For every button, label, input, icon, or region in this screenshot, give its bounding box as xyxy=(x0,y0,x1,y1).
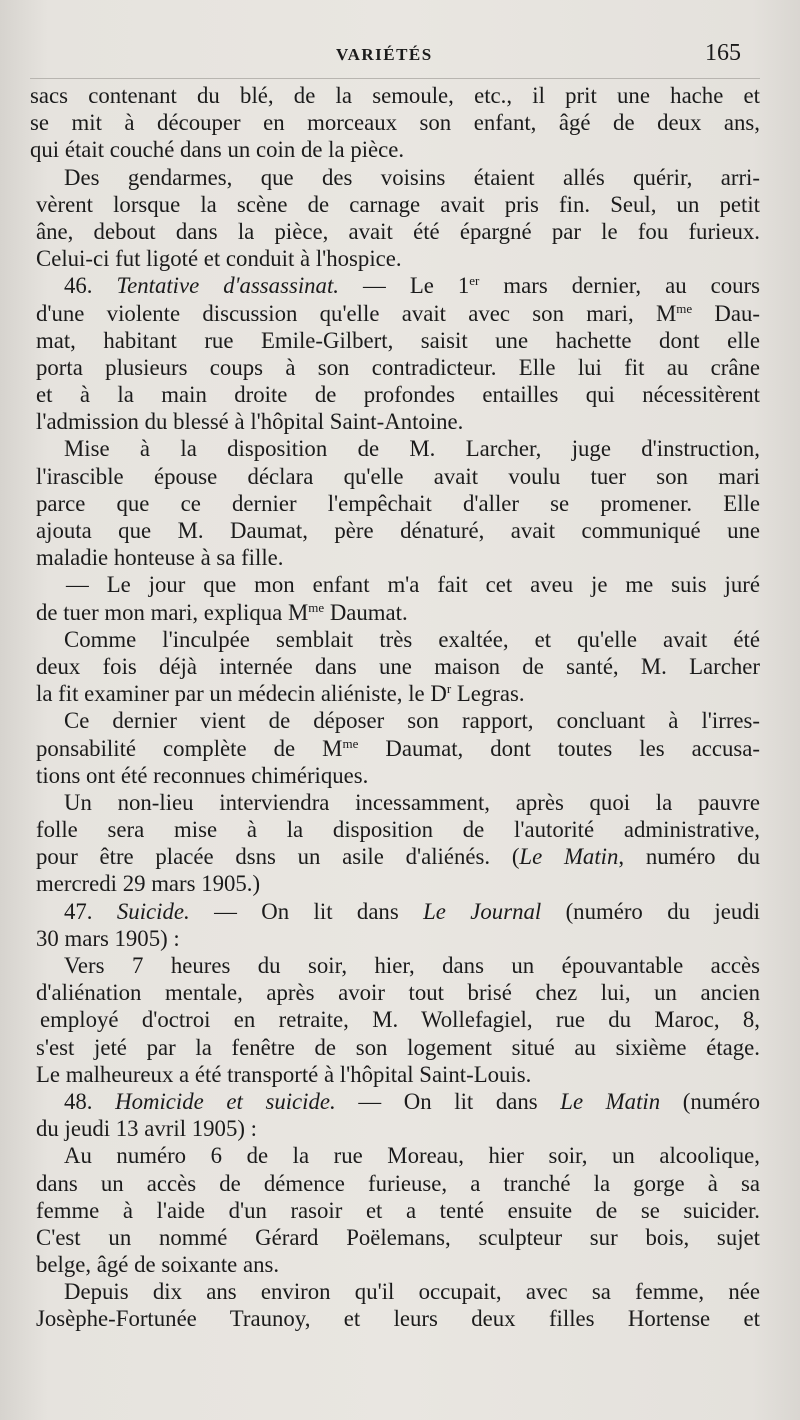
body-text xyxy=(30,82,760,1333)
text-line: pour être placée dsns un asile d'aliénés. (Le Matin, numéro du xyxy=(36,844,760,870)
text-line: et à la main droite de profondes entailles qui nécessitèrent xyxy=(36,382,760,408)
text-line: Des gendarmes, que des voisins étaient allés quérir, arri- xyxy=(64,164,760,190)
text-line: — Le jour que mon enfant m'a fait cet aveu je me suis juré xyxy=(66,572,760,598)
text-line: se mit à découper en morceaux son enfant, âgé de deux ans, xyxy=(30,110,760,136)
text-line: Comme l'inculpée semblait très exaltée, et qu'elle avait été xyxy=(64,626,760,652)
running-title: VARIÉTÉS xyxy=(336,45,433,64)
text-line: Celui-ci fut ligoté et conduit à l'hospice. xyxy=(36,246,402,272)
text-line: la fit examiner par un médecin aliéniste, le $D^r$ Legras. xyxy=(36,681,525,707)
text-line: de tuer mon mari, expliqua $M^{me}$ Daumat. xyxy=(36,599,408,625)
text-line: Ce dernier vient de déposer son rapport, concluant à l'irres- xyxy=(64,708,760,734)
text-line: Le malheureux a été transporté à l'hôpital Saint-Louis. xyxy=(36,1061,532,1087)
text-line: Au numéro 6 de la rue Moreau, hier soir, un alcoolique, xyxy=(64,1143,760,1169)
text-line: s'est jeté par la fenêtre de son logement situé au sixième étage. xyxy=(36,1034,760,1060)
text-line: du jeudi 13 avril 1905) : xyxy=(36,1116,257,1142)
text-line: Josèphe-Fortunée Traunoy, et leurs deux filles Hortense et xyxy=(36,1306,760,1332)
superscript-run: r xyxy=(446,681,452,697)
text-line: 30 mars 1905) : xyxy=(36,925,180,951)
text-line: belge, âgé de soixante ans. xyxy=(36,1252,280,1278)
text-line: Depuis dix ans environ qu'il occupait, avec sa femme, née xyxy=(64,1279,760,1305)
page-number: 165 xyxy=(705,40,741,66)
text-line: Vers 7 heures du soir, hier, dans un épouvantable accès xyxy=(64,953,760,978)
text-line: maladie honteuse à sa fille. xyxy=(36,545,284,571)
text-line: deux fois déjà internée dans une maison de santé, M. Larcher xyxy=(36,653,760,679)
text-line: mat, habitant rue Emile-Gilbert, saisit une hachette dont elle xyxy=(36,327,760,353)
text-line: qui était couché dans un coin de la pièce. xyxy=(30,137,405,163)
superscript-run: me xyxy=(308,599,325,615)
italic-run: Tentative d'assassinat. xyxy=(116,273,339,299)
italic-run: Le Matin xyxy=(560,1088,661,1114)
italic-run: Le Journal xyxy=(423,898,542,924)
text-line: l'irascible épouse déclara qu'elle avait voulu tuer son mari xyxy=(36,463,760,489)
text-line: tions ont été reconnues chimériques. xyxy=(36,762,369,788)
text-line: C'est un nommé Gérard Poëlemans, sculpteur sur bois, sujet xyxy=(36,1224,760,1250)
text-line: folle sera mise à la disposition de l'autorité administrative, xyxy=(36,817,760,843)
text-line: Mise à la disposition de M. Larcher, juge d'instruction, xyxy=(64,436,760,462)
text-line: parce que ce dernier l'empêchait d'aller se promener. Elle xyxy=(36,490,760,516)
text-line: employé d'octroi en retraite, M. Wollefagiel, rue du Maroc, 8, xyxy=(40,1007,760,1033)
text-line: 46. Tentative d'assassinat. — Le 1er mars dernier, au cours xyxy=(64,273,760,299)
superscript-run: me xyxy=(342,735,359,751)
text-line: ponsabilité complète de $M^{me}$ Daumat, dont toutes les accusa- xyxy=(36,735,760,761)
superscript-run: er xyxy=(469,273,480,289)
text-line: sacs contenant du blé, de la semoule, etc., il prit une hache et xyxy=(30,83,760,108)
text-line: Un non-lieu interviendra incessamment, après quoi la pauvre xyxy=(64,789,760,815)
text-line: vèrent lorsque la scène de carnage avait pris fin. Seul, un petit xyxy=(36,191,760,217)
text-line: 47. Suicide. — On lit dans Le Journal (numéro du jeudi xyxy=(64,898,760,924)
header-rule xyxy=(30,78,760,79)
text-line: âne, debout dans la pièce, avait été épargné par le fou furieux. xyxy=(36,218,760,244)
italic-run: Le Matin xyxy=(519,844,619,870)
text-line: mercredi 29 mars 1905.) xyxy=(36,871,261,897)
text-line: femme à l'aide d'un rasoir et a tenté ensuite de se suicider. xyxy=(36,1197,760,1223)
superscript-run: me xyxy=(676,300,693,316)
text-line: porta plusieurs coups à son contradicteur. Elle lui fit au crâne xyxy=(36,354,760,380)
text-line: d'une violente discussion qu'elle avait avec son mari, $M^{me}$ Dau- xyxy=(36,300,760,326)
page-header xyxy=(0,40,800,76)
text-line: l'admission du blessé à l'hôpital Saint-Antoine. xyxy=(36,409,464,435)
italic-run: Suicide. xyxy=(116,898,190,924)
text-line: ajouta que M. Daumat, père dénaturé, avait communiqué une xyxy=(36,518,760,543)
italic-run: Homicide et suicide. xyxy=(115,1088,336,1114)
text-line: d'aliénation mentale, après avoir tout brisé chez lui, un ancien xyxy=(36,980,760,1006)
text-line: dans un accès de démence furieuse, a tranché la gorge à sa xyxy=(36,1170,760,1196)
text-line: 48. Homicide et suicide. — On lit dans Le Matin (numéro xyxy=(64,1088,760,1114)
